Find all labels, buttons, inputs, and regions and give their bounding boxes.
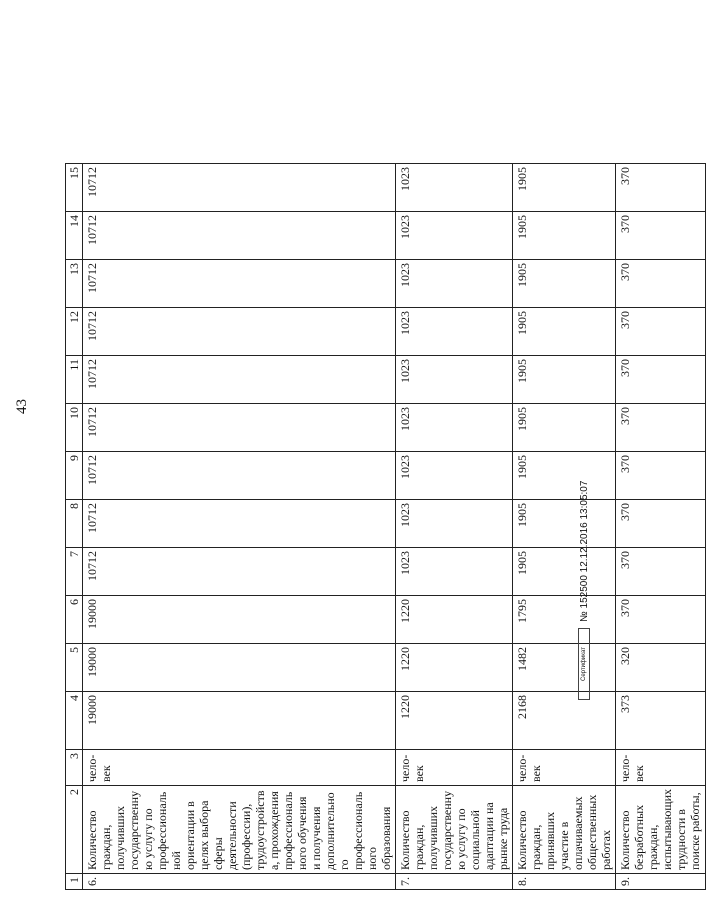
value-cell: 1023 [396,260,513,308]
value-cell: 10712 [83,164,396,212]
certificate-logo: Сертификат [578,628,590,700]
unit-cell: чело- век [616,750,706,786]
value-cell: 1905 [513,164,616,212]
unit-cell: чело- век [396,750,513,786]
value-cell: 370 [616,308,706,356]
value-cell: 1220 [396,644,513,692]
value-cell: 1023 [396,452,513,500]
header-cell: 3 [66,750,83,786]
indicator-name: Количество граждан, получивших государственную услугу по социальной адаптации на рынке труда [396,786,513,874]
header-cell: 12 [66,308,83,356]
value-cell: 373 [616,692,706,750]
value-cell: 10712 [83,212,396,260]
header-cell: 14 [66,212,83,260]
value-cell: 370 [616,548,706,596]
value-cell: 1023 [396,212,513,260]
indicators-table [65,163,706,890]
value-cell: 370 [616,452,706,500]
value-cell: 320 [616,644,706,692]
value-cell: 1795 [513,596,616,644]
value-cell: 10712 [83,548,396,596]
value-cell: 370 [616,404,706,452]
unit-cell: чело- век [513,750,616,786]
value-cell: 370 [616,356,706,404]
header-cell: 8 [66,500,83,548]
value-cell: 1905 [513,500,616,548]
table-row [396,164,513,890]
page-number: 43 [14,399,30,414]
value-cell: 1023 [396,164,513,212]
value-cell: 19000 [83,692,396,750]
value-cell: 1905 [513,452,616,500]
header-cell: 5 [66,644,83,692]
value-cell: 10712 [83,404,396,452]
header-cell: 1 [66,874,83,890]
value-cell: 1220 [396,596,513,644]
value-cell: 19000 [83,596,396,644]
value-cell: 1023 [396,308,513,356]
header-cell: 7 [66,548,83,596]
value-cell: 370 [616,500,706,548]
value-cell: 1905 [513,548,616,596]
indicator-name: Количество граждан, принявших участие в оплачиваемых общественных работах [513,786,616,874]
value-cell: 370 [616,212,706,260]
header-cell: 13 [66,260,83,308]
value-cell: 1482 [513,644,616,692]
value-cell: 1220 [396,692,513,750]
indicator-name: Количество граждан, получивших государственную услугу по профессиональной ориентации в целях выбора сферы деятельности (профессии), трудоустройства, прохождения профессионального обучения и получения дополнительного профессионального образования [83,786,396,874]
value-cell: 370 [616,260,706,308]
header-cell: 11 [66,356,83,404]
header-cell: 15 [66,164,83,212]
table-row [83,164,396,890]
value-cell: 10712 [83,500,396,548]
value-cell: 1023 [396,548,513,596]
value-cell: 1023 [396,500,513,548]
row-number: 8. [513,874,616,890]
value-cell: 1905 [513,356,616,404]
rotated-table-container [65,15,702,890]
value-cell: 1905 [513,260,616,308]
header-cell: 9 [66,452,83,500]
value-cell: 10712 [83,260,396,308]
row-number: 9. [616,874,706,890]
header-row [66,164,83,890]
unit-cell: чело- век [83,750,396,786]
value-cell: 10712 [83,452,396,500]
header-cell: 6 [66,596,83,644]
header-cell: 2 [66,786,83,874]
table-row [513,164,616,890]
value-cell: 19000 [83,644,396,692]
indicator-name: Количество безработных граждан, испытывающих трудности в поиске работы, [616,786,706,874]
value-cell: 370 [616,164,706,212]
row-number: 6. [83,874,396,890]
value-cell: 1905 [513,212,616,260]
value-cell: 10712 [83,308,396,356]
footer-stamp [578,481,590,700]
header-cell: 10 [66,404,83,452]
value-cell: 1023 [396,404,513,452]
header-cell: 4 [66,692,83,750]
value-cell: 10712 [83,356,396,404]
document-id: № 152500 12.12.2016 13:05:07 [578,480,590,622]
value-cell: 370 [616,596,706,644]
table-row [616,164,706,890]
row-number: 7. [396,874,513,890]
value-cell: 1905 [513,308,616,356]
value-cell: 1905 [513,404,616,452]
value-cell: 2168 [513,692,616,750]
value-cell: 1023 [396,356,513,404]
